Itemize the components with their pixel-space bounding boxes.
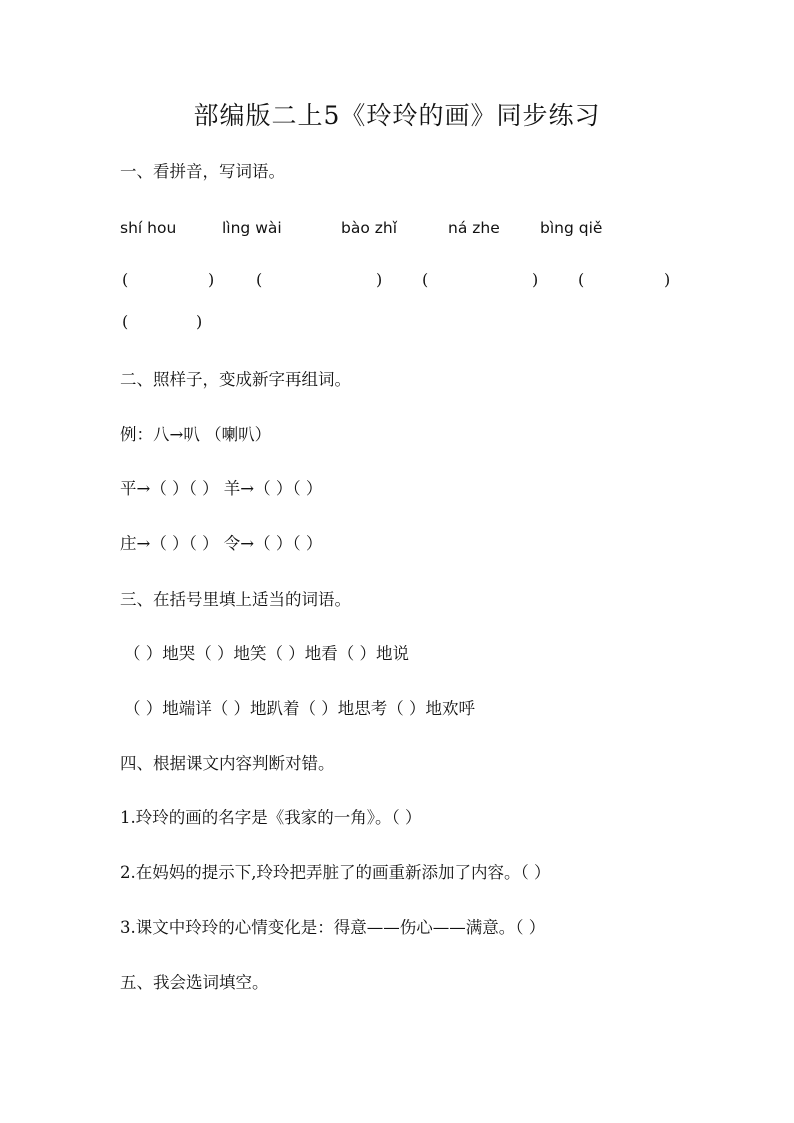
pinyin-item: lìng wài (222, 219, 282, 237)
blank-close: ) (376, 270, 383, 289)
section3-heading: 三、在括号里填上适当的词语。 (120, 590, 351, 609)
pinyin-item: bào zhǐ (341, 219, 398, 237)
blank-open: ( (256, 270, 263, 289)
pinyin-item: ná zhe (448, 219, 500, 237)
pinyin-item: bìng qiě (540, 219, 603, 237)
section1-heading: 一、看拼音，写词语。 (120, 162, 285, 181)
pinyin-row (120, 216, 680, 240)
blank-open: ( (122, 312, 129, 331)
section2-heading: 二、照样子，变成新字再组词。 (120, 370, 351, 389)
blank-close: ) (532, 270, 539, 289)
blank-close: ) (664, 270, 671, 289)
section2-row: 庄→（ ）（ ） 令→（ ）（ ） (120, 534, 323, 553)
pinyin-item: shí hou (120, 219, 177, 237)
blank-open: ( (578, 270, 585, 289)
blank-close: ) (196, 312, 203, 331)
section5-heading: 五、我会选词填空。 (120, 973, 269, 992)
judgement-item: 3.课文中玲玲的心情变化是：得意——伤心——满意。（ ） (120, 918, 546, 937)
judgement-item: 2.在妈妈的提示下,玲玲把弄脏了的画重新添加了内容。（ ） (120, 863, 551, 882)
judgement-item: 1.玲玲的画的名字是《我家的一角》。（ ） (120, 808, 422, 827)
blank-close: ) (208, 270, 215, 289)
page-title: 部编版二上5《玲玲的画》同步练习 (193, 101, 601, 130)
section2-example: 例：八→叭 （喇叭） (120, 425, 272, 444)
section4-heading: 四、根据课文内容判断对错。 (120, 754, 335, 773)
blank-open: ( (122, 270, 129, 289)
section3-row: （ ）地端详（ ）地趴着（ ）地思考（ ）地欢呼 (124, 699, 475, 718)
section3-row: （ ）地哭（ ）地笑（ ）地看（ ）地说 (124, 644, 409, 663)
blank-open: ( (422, 270, 429, 289)
section2-row: 平→（ ）（ ） 羊→（ ）（ ） (120, 479, 323, 498)
